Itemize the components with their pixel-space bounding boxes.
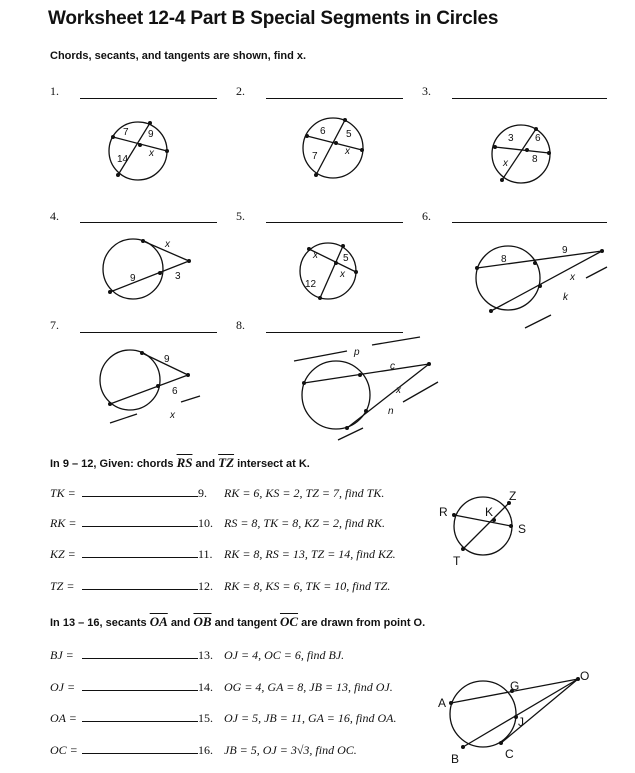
svg-text:A: A [438, 696, 447, 710]
svg-text:G: G [510, 679, 520, 693]
fig-label: 9 [130, 273, 136, 284]
fig-label: x [345, 146, 350, 157]
figure-5-diagram [300, 243, 356, 299]
svg-text:Z: Z [509, 489, 517, 503]
figure-1-diagram [109, 122, 167, 180]
answer-line-11[interactable] [82, 557, 198, 558]
worksheet-title: Worksheet 12-4 Part B Special Segments in Circles [48, 8, 499, 29]
fig-label: p [354, 347, 360, 358]
fig-label: 14 [117, 154, 129, 165]
section-13-16-intro: In 13 – 16, secants $\overline{OA}$ and $\overline{OB}$ and tangent $\overline{OC}$ are drawn from point O. [50, 614, 426, 629]
answer-line-12[interactable] [82, 589, 198, 590]
svg-text:R: R [439, 505, 448, 519]
fig-label: 7 [312, 151, 318, 162]
fig-label: x [340, 269, 345, 280]
fig-label: x [396, 385, 401, 396]
problem-row-13: BJ = 13. OJ = 4, OC = 6, find BJ. [50, 648, 345, 662]
fig-label: 12 [305, 279, 317, 290]
fig-label: x [570, 272, 575, 283]
problem-row-10: RK = 10. RS = 8, TK = 8, KZ = 2, find RK. [50, 516, 385, 530]
fig-label: 6 [535, 133, 541, 144]
fig-label: x [165, 239, 170, 250]
figure-7-diagram [100, 350, 200, 423]
answer-line-16[interactable] [82, 753, 198, 754]
figure-8-diagram [294, 337, 438, 440]
problem-row-12: TZ = 12. RK = 8, KS = 6, TK = 10, find TZ. [50, 579, 391, 593]
problem-row-9: TK = 9. RK = 6, KS = 2, TZ = 7, find TK. [50, 486, 385, 500]
problem-number: 1. [50, 84, 59, 98]
problem-row-15: OA = 15. OJ = 5, JB = 11, GA = 16, find OA. [50, 711, 397, 725]
problem-number: 8. [236, 318, 245, 332]
svg-text:T: T [453, 554, 461, 568]
problem-row-11: KZ = 11. RK = 8, RS = 13, TZ = 14, find KZ. [50, 547, 396, 561]
fig-label: x [503, 158, 508, 169]
svg-text:K: K [485, 505, 494, 519]
answer-line-10[interactable] [82, 526, 198, 527]
fig-label: 9 [148, 129, 154, 140]
svg-text:S: S [518, 522, 527, 536]
fig-label: 5 [343, 253, 349, 264]
fig-label: k [563, 292, 568, 303]
figure-4-diagram [103, 239, 189, 299]
fig-label: 3 [508, 133, 514, 144]
problem-number: 2. [236, 84, 245, 98]
fig-label: x [170, 410, 175, 421]
problem-number: 3. [422, 84, 431, 98]
fig-label: n [388, 406, 394, 417]
answer-line-14[interactable] [82, 690, 198, 691]
fig-label: 3 [175, 271, 181, 282]
problem-row-14: OJ = 14. OG = 4, GA = 8, JB = 13, find OJ. [50, 680, 393, 694]
svg-text:B: B [451, 752, 460, 766]
secants-tangent-figure [432, 668, 592, 768]
fig-label: 9 [164, 354, 170, 365]
svg-text:O: O [580, 669, 590, 683]
chords-rs-tz-figure [430, 485, 540, 570]
fig-label: x [149, 148, 154, 159]
problem-number: 4. [50, 209, 59, 223]
fig-label: 8 [532, 154, 538, 165]
svg-text:C: C [505, 747, 514, 761]
section-9-12-intro: In 9 – 12, Given: chords $\overline{RS}$ and $\overline{TZ}$ intersect at K. [50, 455, 310, 470]
problem-number: 7. [50, 318, 59, 332]
figure-2-diagram [303, 118, 363, 178]
fig-label: 8 [501, 254, 507, 265]
fig-label: 6 [320, 126, 326, 137]
answer-line-9[interactable] [82, 496, 198, 497]
fig-label: x [313, 250, 318, 261]
fig-label: 5 [346, 129, 352, 140]
answer-line-15[interactable] [82, 721, 198, 722]
fig-label: c [390, 361, 395, 372]
svg-text:J: J [518, 715, 524, 729]
figure-3-diagram [492, 125, 550, 183]
fig-label: 6 [172, 386, 178, 397]
answer-line-13[interactable] [82, 658, 198, 659]
fig-label: 9 [562, 245, 568, 256]
fig-label: 7 [123, 127, 129, 138]
problem-number: 6. [422, 209, 431, 223]
problem-number: 5. [236, 209, 245, 223]
problem-row-16: OC = 16. JB = 5, OJ = 3√3, find OC. [50, 743, 357, 757]
instructions: Chords, secants, and tangents are shown, find x. [50, 50, 307, 62]
